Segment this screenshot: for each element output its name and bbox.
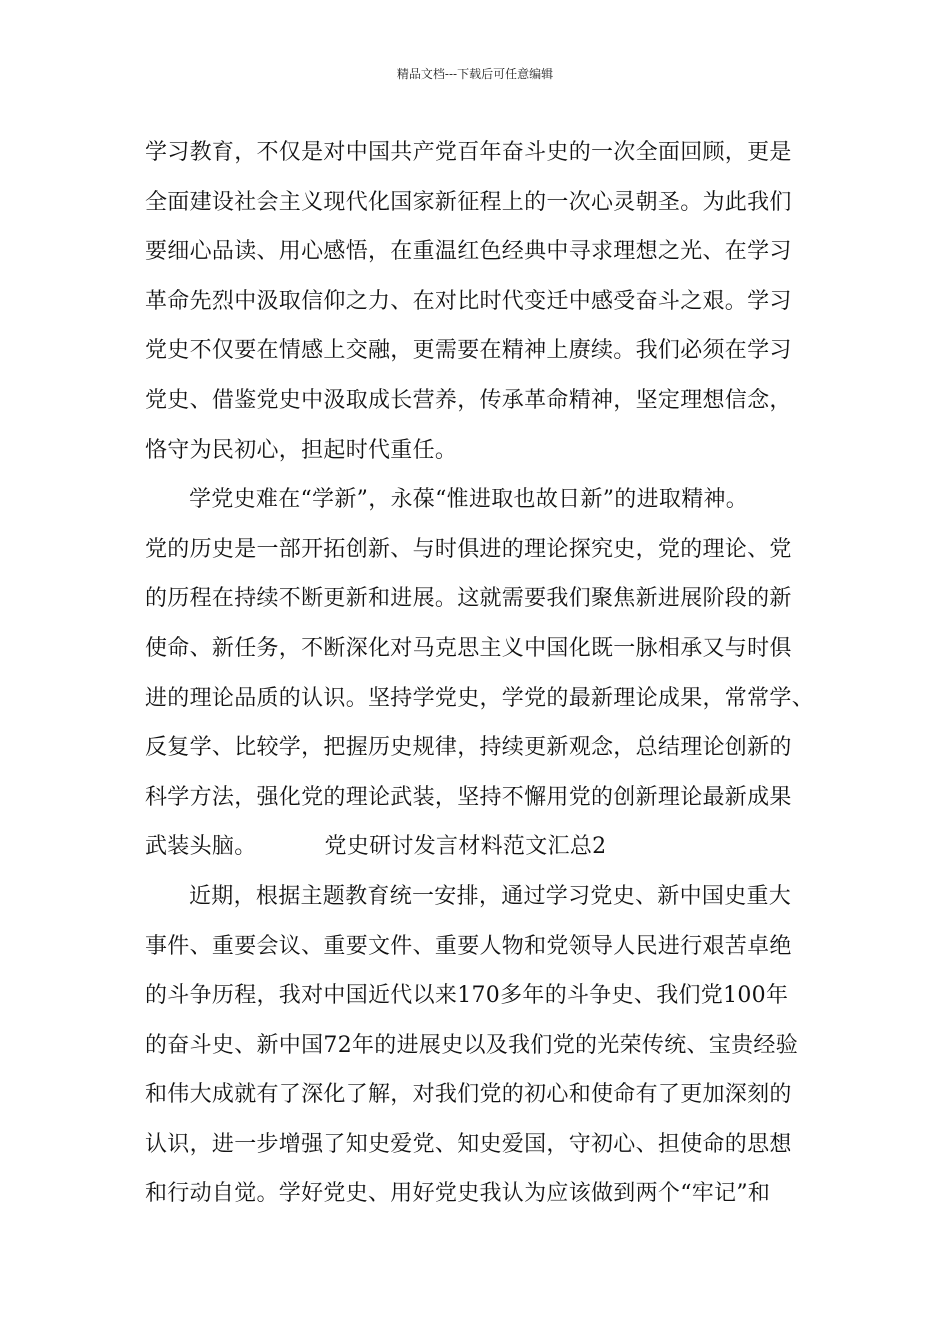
text-line: 和行动自觉。学好党史、用好党史我认为应该做到两个“牢记”和 [145,1181,771,1207]
text-line-with-title [145,822,835,872]
text-line: 的斗争历程，我对中国近代以来170多年的斗争史、我们党100年 [145,983,789,1009]
text-line: 使命、新任务，不断深化对马克思主义中国化既一脉相承又与时俱 [145,635,792,661]
text-line: 革命先烈中汲取信仰之力、在对比时代变迁中感受奋斗之艰。学习 [145,288,792,314]
text-line: 和伟大成就有了深化了解，对我们党的初心和使命有了更加深刻的 [145,1082,792,1108]
text-line: 事件、重要会议、重要文件、重要人物和党领导人民进行艰苦卓绝 [145,933,792,959]
text-line: 学习教育，不仅是对中国共产党百年奋斗史的一次全面回顾，更是 [145,140,792,165]
document-body [145,128,835,1219]
section-title: 党史研讨发言材料范文汇总2 [324,834,607,860]
text-line: 武装头脑。 [145,834,257,860]
text-line: 认识，进一步增强了知史爱党、知史爱国，守初心、担使命的思想 [145,1131,792,1157]
text-line: 近期，根据主题教育统一安排，通过学习党史、新中国史重大 [189,883,792,909]
text-line: 进的理论品质的认识。坚持学党史，学党的最新理论成果，常常学、 [145,685,815,711]
text-line: 的奋斗史、新中国72年的进展史以及我们党的光荣传统、宝贵经验 [145,1032,798,1058]
text-line: 科学方法，强化党的理论武装，坚持不懈用党的创新理论最新成果 [145,784,792,810]
text-line: 反复学、比较学，把握历史规律，持续更新观念，总结理论创新的 [145,735,792,761]
page-header: 精品文档---下载后可任意编辑 [396,67,554,81]
text-line: 全面建设社会主义现代化国家新征程上的一次心灵朝圣。为此我们 [145,189,792,215]
text-line: 党史不仅要在情感上交融，更需要在精神上赓续。我们必须在学习 [145,338,792,364]
text-line: 党史、借鉴党史中汲取成长营养，传承革命精神，坚定理想信念， [145,387,792,413]
text-line: 学党史难在“学新”，永葆“惟进取也故日新”的进取精神。 [189,487,749,513]
text-line: 党的历史是一部开拓创新、与时俱进的理论探究史，党的理论、党 [145,536,792,562]
text-line: 的历程在持续不断更新和进展。这就需要我们聚焦新进展阶段的新 [145,586,792,612]
text-line: 恪守为民初心，担起时代重任。 [145,437,458,463]
text-line: 要细心品读、用心感悟，在重温红色经典中寻求理想之光、在学习 [145,239,792,265]
